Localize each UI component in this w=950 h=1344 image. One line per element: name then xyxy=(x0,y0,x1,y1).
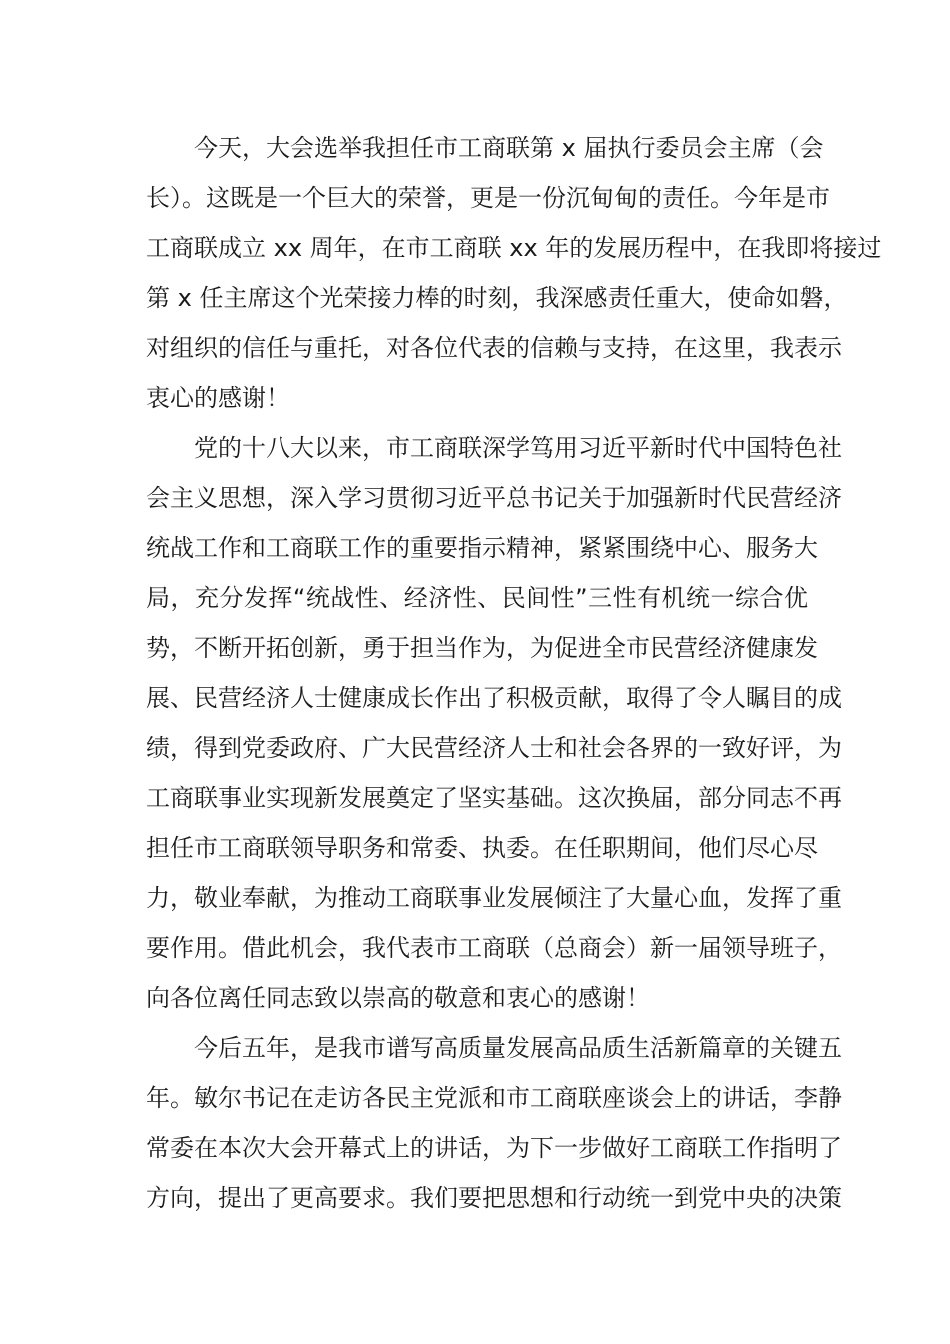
paragraph-1-line-5: 对组织的信任与重托，对各位代表的信赖与支持，在这里，我表示 xyxy=(146,334,842,362)
paragraph-2-line-3: 统战工作和工商联工作的重要指示精神，紧紧围绕中心、服务大 xyxy=(146,534,818,562)
paragraph-1-line-1: 今天，大会选举我担任市工商联第 x 届执行委员会主席（会 xyxy=(194,134,824,162)
paragraph-2-line-7: 绩，得到党委政府、广大民营经济人士和社会各界的一致好评，为 xyxy=(146,734,842,762)
paragraph-1-line-3: 工商联成立 xx 周年，在市工商联 xx 年的发展历程中，在我即将接过 xyxy=(146,234,882,262)
paragraph-1-line-4: 第 x 任主席这个光荣接力棒的时刻，我深感责任重大，使命如磐， xyxy=(146,284,848,312)
paragraph-2-line-2: 会主义思想，深入学习贯彻习近平总书记关于加强新时代民营经济 xyxy=(146,484,842,512)
paragraph-1-line-2: 长）。这既是一个巨大的荣誉，更是一份沉甸甸的责任。今年是市 xyxy=(146,184,830,212)
paragraph-2-line-8: 工商联事业实现新发展奠定了坚实基础。这次换届，部分同志不再 xyxy=(146,784,842,812)
paragraph-3-line-2: 年。敏尔书记在走访各民主党派和市工商联座谈会上的讲话，李静 xyxy=(146,1084,842,1112)
paragraph-3-line-4: 方向，提出了更高要求。我们要把思想和行动统一到党中央的决策 xyxy=(146,1184,842,1212)
paragraph-2-line-1: 党的十八大以来，市工商联深学笃用习近平新时代中国特色社 xyxy=(194,434,842,462)
paragraph-2-line-4: 局，充分发挥“统战性、经济性、民间性”三性有机统一综合优 xyxy=(146,584,808,612)
paragraph-3-line-3: 常委在本次大会开幕式上的讲话，为下一步做好工商联工作指明了 xyxy=(146,1134,842,1162)
paragraph-2-line-5: 势，不断开拓创新，勇于担当作为，为促进全市民营经济健康发 xyxy=(146,634,818,662)
paragraph-3-line-1: 今后五年，是我市谱写高质量发展高品质生活新篇章的关键五 xyxy=(194,1034,842,1062)
paragraph-2-line-12: 向各位离任同志致以崇高的敬意和衷心的感谢！ xyxy=(146,984,650,1012)
paragraph-2-line-9: 担任市工商联领导职务和常委、执委。在任职期间，他们尽心尽 xyxy=(146,834,818,862)
paragraph-2-line-10: 力，敬业奉献，为推动工商联事业发展倾注了大量心血，发挥了重 xyxy=(146,884,842,912)
paragraph-1-line-6: 衷心的感谢！ xyxy=(146,384,290,412)
paragraph-2-line-6: 展、民营经济人士健康成长作出了积极贡献，取得了令人瞩目的成 xyxy=(146,684,842,712)
paragraph-2-line-11: 要作用。借此机会，我代表市工商联（总商会）新一届领导班子， xyxy=(146,934,842,962)
